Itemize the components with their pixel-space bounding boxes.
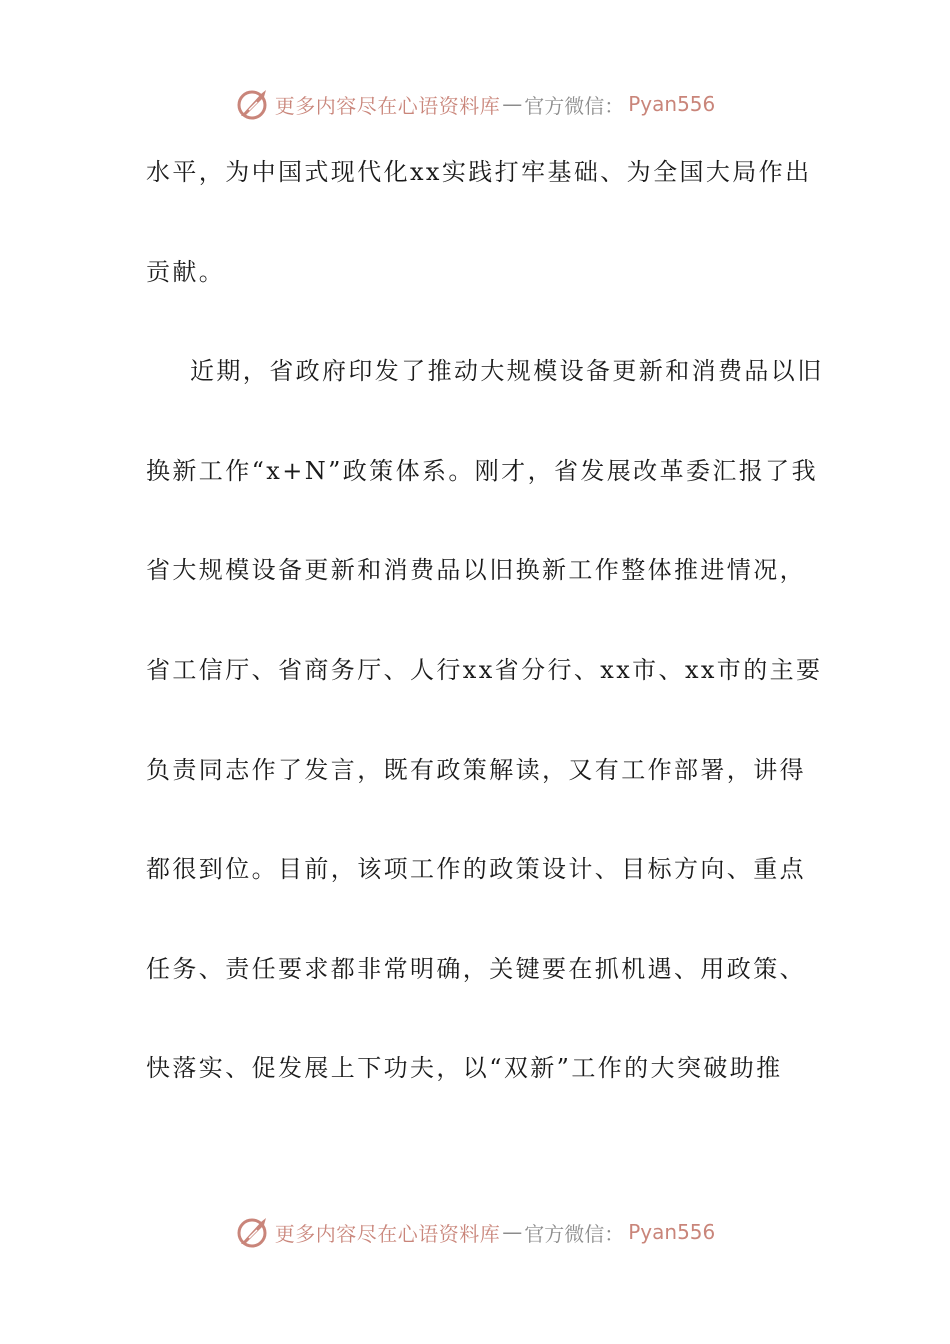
text-line-3: 近期，省政府印发了推动大规模设备更新和消费品以旧 <box>190 357 824 386</box>
header-banner <box>0 82 950 126</box>
text-line-7: 负责同志作了发言，既有政策解读，又有工作部署，讲得 <box>146 755 806 784</box>
text-line-8: 都很到位。目前，该项工作的政策设计、目标方向、重点 <box>146 855 806 884</box>
text-line-5: 省大规模设备更新和消费品以旧换新工作整体推进情况， <box>146 556 806 585</box>
banner-text: 更多内容尽在心语资料库 <box>274 1221 501 1246</box>
banner-dash: — <box>502 92 523 116</box>
text-line-4: 换新工作“x+N”政策体系。刚才，省发展改革委汇报了我 <box>146 456 818 485</box>
text-line-6: 省工信厅、省商务厅、人行xx省分行、xx市、xx市的主要 <box>146 655 823 684</box>
text-line-1: 水平，为中国式现代化xx实践打牢基础、为全国大局作出 <box>146 158 812 186</box>
document-body <box>146 145 824 1141</box>
quill-pen-logo-icon <box>235 86 271 122</box>
text-line-2: 贡献。 <box>146 257 226 286</box>
footer-banner <box>0 1210 950 1254</box>
banner-wechat-id: Pyan556 <box>628 92 716 116</box>
banner-dash: — <box>502 1220 523 1244</box>
quill-pen-logo-icon <box>235 1214 271 1250</box>
text-line-9: 任务、责任要求都非常明确，关键要在抓机遇、用政策、 <box>146 954 806 983</box>
banner-text: 更多内容尽在心语资料库 <box>274 93 501 118</box>
text-line-10: 快落实、促发展上下功夫，以“双新”工作的大突破助推 <box>146 1054 783 1083</box>
banner-wechat-id: Pyan556 <box>628 1220 716 1244</box>
banner-wechat-label: 官方微信： <box>524 1221 625 1246</box>
banner-wechat-label: 官方微信： <box>524 93 625 118</box>
